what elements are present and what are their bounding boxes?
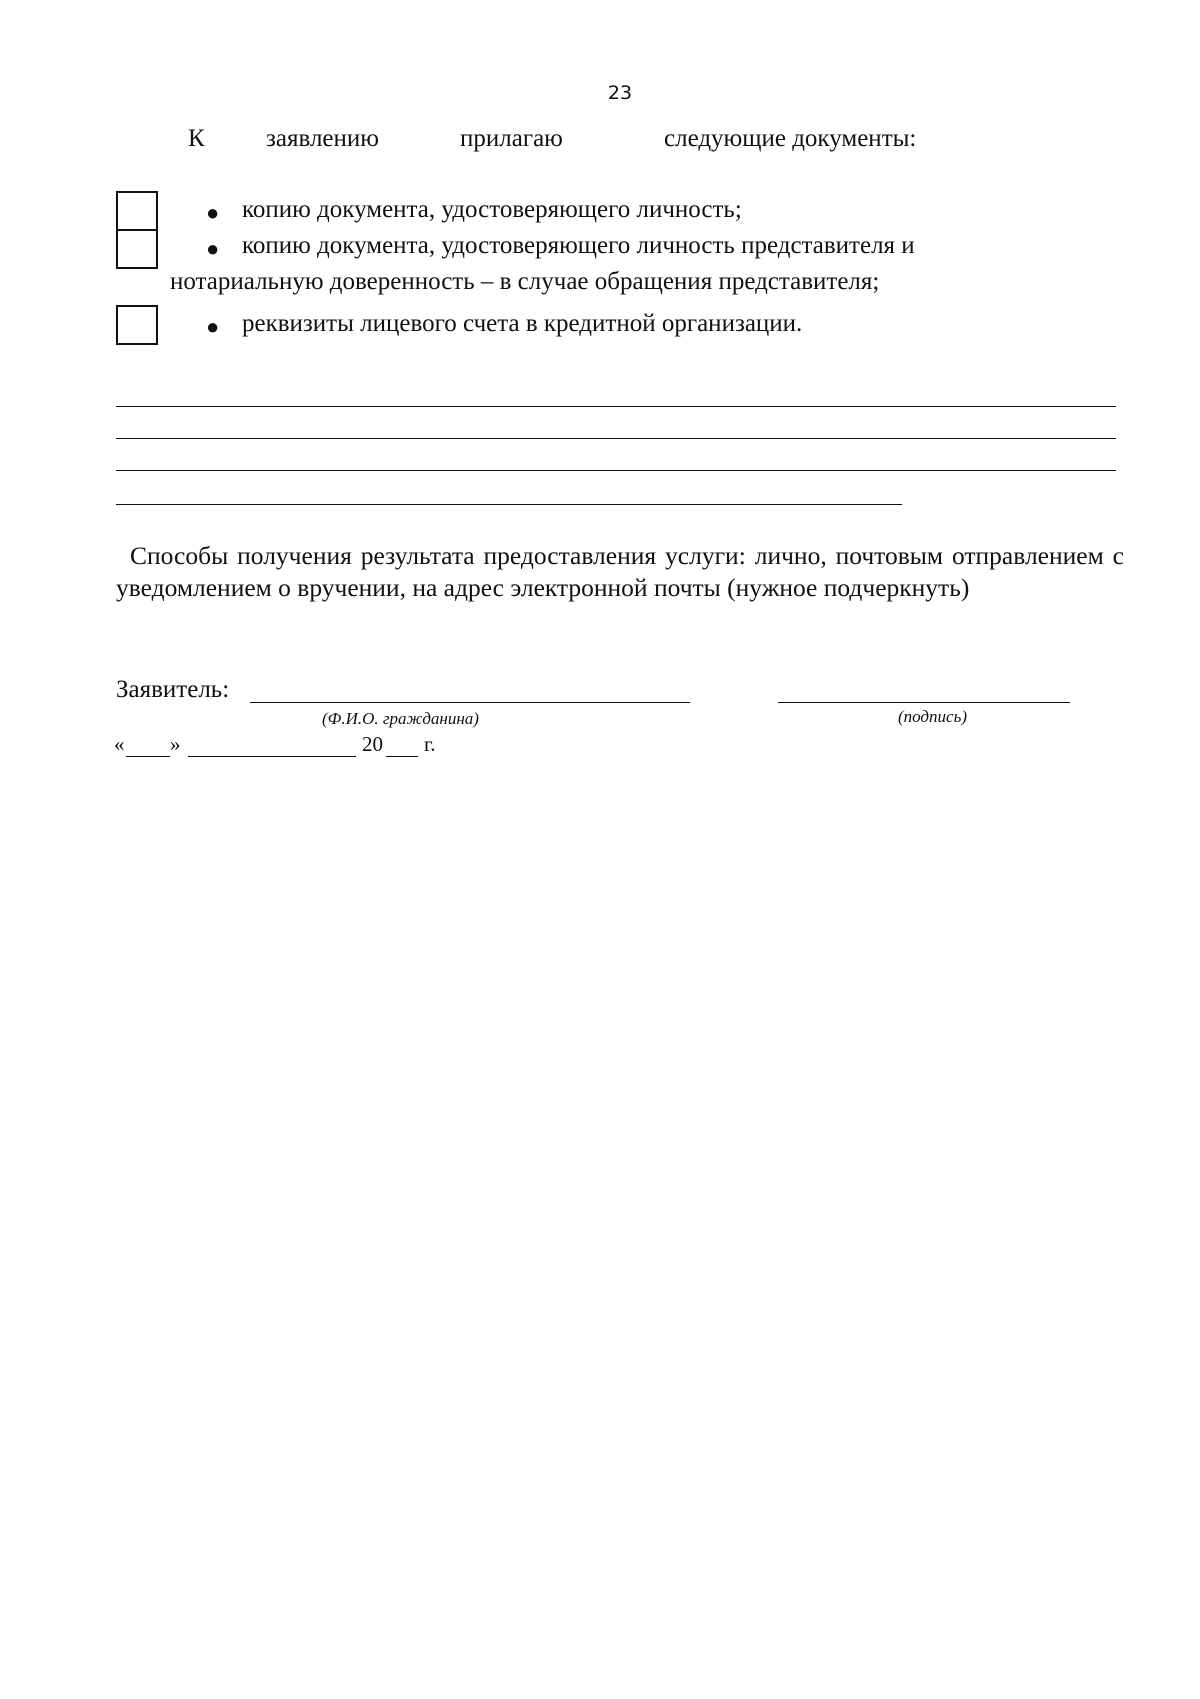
intro-word-k: К <box>188 125 205 152</box>
date-close-quote: » <box>170 732 181 756</box>
intro-word-sleduyushchie: следующие документы: <box>664 125 917 152</box>
checkbox-identity-document[interactable] <box>116 191 158 231</box>
blank-line <box>116 406 1116 407</box>
signature-line[interactable] <box>778 702 1070 703</box>
name-caption: (Ф.И.О. гражданина) <box>322 709 479 728</box>
document-item-1: копию документа, удостоверяющего личность; <box>242 196 742 223</box>
date-year-prefix: 20 <box>362 732 383 756</box>
receipt-methods-paragraph <box>116 540 1124 604</box>
date-open-quote: « <box>114 732 125 756</box>
document-item-2: копию документа, удостоверяющего личность представителя и <box>242 232 915 259</box>
page-number: 23 <box>607 82 633 104</box>
signature-caption: (подпись) <box>898 707 967 726</box>
date-year-line[interactable] <box>386 756 418 757</box>
intro-word-zayavleniyu: заявлению <box>266 125 379 152</box>
date-year-suffix: г. <box>424 732 436 756</box>
blank-line <box>116 438 1116 439</box>
blank-line <box>116 504 902 505</box>
bullet-icon: ● <box>206 236 220 261</box>
bullet-icon: ● <box>206 200 220 225</box>
checkbox-bank-details[interactable] <box>116 305 158 345</box>
bullet-icon: ● <box>206 314 220 339</box>
receipt-methods-text: Способы получения результата предоставления услуги: лично, почтовым отправлением с уведомлением о вручении, на адрес электронной почты (нужное подчеркнуть) <box>116 541 1124 602</box>
checkbox-representative-document[interactable] <box>116 229 158 269</box>
intro-word-prilagayu: прилагаю <box>460 125 563 152</box>
blank-line <box>116 470 1116 471</box>
document-item-2-continuation: нотариальную доверенность – в случае обращения представителя; <box>170 268 880 295</box>
document-item-3: реквизиты лицевого счета в кредитной организации. <box>242 310 803 337</box>
date-month-line[interactable] <box>188 756 356 757</box>
applicant-label: Заявитель: <box>116 676 230 703</box>
date-day-line[interactable] <box>126 756 170 757</box>
applicant-name-line[interactable] <box>250 702 690 703</box>
